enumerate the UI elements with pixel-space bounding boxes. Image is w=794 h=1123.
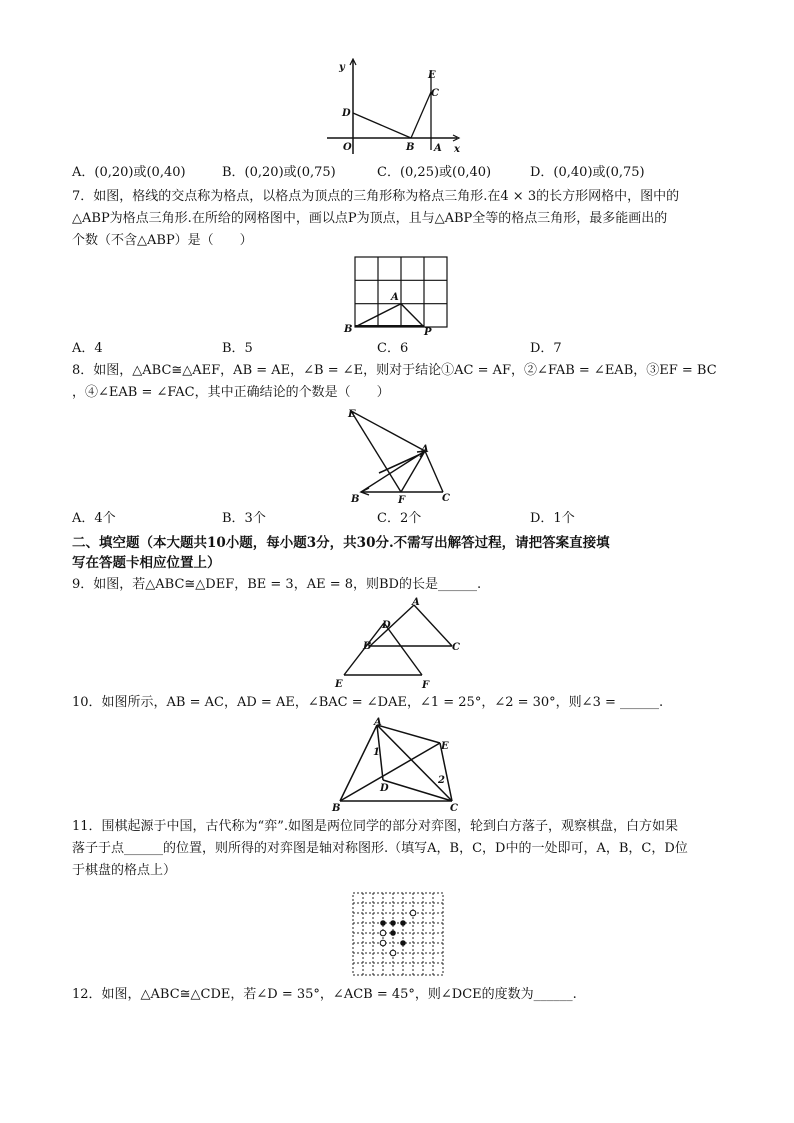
q9-stem: 9．如图，若△ABC≅△DEF，BE = 3，AE = 8，则BD的长是______. [72, 577, 482, 592]
q6-option-b[interactable]: B．(0,20)或(0,75) [222, 165, 336, 180]
q7-figure [343, 252, 451, 338]
q11-stem-line-1: 11．围棋起源于中国，古代称为“弈”.如图是两位同学的部分对弈图，轮到白方落子，观察棋盘，白方如果 [72, 819, 678, 834]
label-C: C [442, 493, 450, 504]
q8-figure [343, 405, 459, 505]
q8-stem-line-1: 8．如图，△ABC≅△AEF，AB = AE，∠B = ∠E，则对于结论①AC = AF，②∠FAB = ∠EAB，③EF = BC [72, 363, 717, 378]
q8-option-a[interactable]: A．4个 [72, 511, 116, 526]
q10-triangle-diagram [330, 715, 464, 813]
q7-grid-diagram [343, 252, 451, 338]
label-A: A [421, 444, 429, 455]
q11-go-board [350, 890, 446, 978]
label-F: F [398, 495, 406, 505]
label-B: B [351, 494, 360, 505]
q10-stem: 10．如图所示，AB = AC，AD = AE，∠BAC = ∠DAE，∠1 = 25°，∠2 = 30°，则∠3 = ______. [72, 695, 664, 710]
label-y: y [339, 62, 345, 73]
q8-option-d[interactable]: D．1个 [530, 511, 575, 526]
label-B: B [406, 142, 415, 153]
q6-figure [325, 58, 465, 156]
q7-stem-line-3: 个数（不含△ABP）是（ ） [72, 233, 253, 248]
q8-option-c[interactable]: C．2个 [377, 511, 422, 526]
label-A: A [434, 143, 442, 154]
label-O: O [343, 142, 352, 153]
label-angle-1: 1 [373, 747, 380, 758]
q7-option-c[interactable]: C．6 [377, 341, 409, 356]
q9-figure [332, 595, 470, 691]
q6-option-c[interactable]: C．(0,25)或(0,40) [377, 165, 492, 180]
q8-triangle-diagram [343, 405, 459, 505]
q7-stem-line-1: 7．如图，格线的交点称为格点，以格点为顶点的三角形称为格点三角形.在4 × 3的长方形网格中，图中的 [72, 189, 680, 204]
label-E: E [348, 409, 356, 420]
label-D: D [382, 620, 391, 631]
q11-stem-line-2: 落子于点______的位置，则所得的对弈图是轴对称图形.（填写A，B，C，D中的一处即可，A，B，C，D位 [72, 841, 688, 856]
section-2-title-line-1: 二、填空题（本大题共10小题，每小题3分，共30分.不需写出解答过程，请把答案直接填 [72, 535, 610, 551]
label-B: B [363, 641, 372, 652]
label-C: C [452, 642, 460, 653]
label-x: x [454, 144, 460, 155]
label-C: C [450, 803, 458, 813]
q10-figure [330, 715, 464, 813]
q7-option-a[interactable]: A．4 [72, 341, 103, 356]
q7-option-b[interactable]: B．5 [222, 341, 253, 356]
label-E: E [428, 70, 436, 81]
label-E: E [335, 679, 343, 690]
label-F: F [422, 680, 430, 691]
q8-option-b[interactable]: B．3个 [222, 511, 266, 526]
section-2-title-line-2: 写在答题卡相应位置上） [72, 555, 221, 571]
label-E: E [441, 741, 449, 752]
label-B: B [344, 324, 353, 335]
label-D: D [342, 108, 351, 119]
label-B: B [332, 803, 341, 813]
label-A: A [391, 292, 399, 303]
q9-triangle-diagram [332, 595, 470, 691]
label-C: C [431, 88, 439, 99]
q11-stem-line-3: 于棋盘的格点上） [72, 863, 177, 878]
label-D: D [380, 783, 389, 794]
q6-option-d[interactable]: D．(0,40)或(0,75) [530, 165, 645, 180]
label-A: A [412, 597, 420, 608]
q6-coordinate-diagram [325, 58, 465, 156]
q7-stem-line-2: △ABP为格点三角形.在所给的网格图中，画以点P为顶点，且与△ABP全等的格点三角形，最多能画出的 [72, 211, 668, 226]
label-A: A [374, 717, 382, 728]
label-P: P [424, 327, 432, 338]
label-angle-2: 2 [438, 775, 445, 786]
q11-figure [350, 890, 446, 978]
q7-option-d[interactable]: D．7 [530, 341, 562, 356]
q8-stem-line-2: ，④∠EAB = ∠FAC，其中正确结论的个数是（ ） [72, 385, 390, 400]
q12-stem: 12．如图，△ABC≅△CDE，若∠D = 35°，∠ACB = 45°，则∠DCE的度数为______. [72, 987, 577, 1002]
q6-option-a[interactable]: A．(0,20)或(0,40) [72, 165, 186, 180]
